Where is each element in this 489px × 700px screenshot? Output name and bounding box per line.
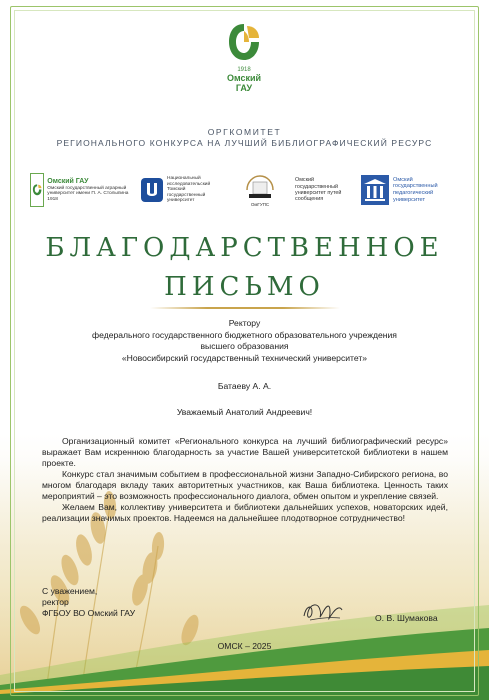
- greeting: Уважаемый Анатолий Андреевич!: [176, 407, 313, 417]
- letter-title-line1: БЛАГОДАРСТВЕННОЕ: [45, 233, 444, 263]
- org-committee-line1: ОРГКОМИТЕТ: [207, 127, 282, 137]
- tomsk-u-icon: [140, 175, 164, 205]
- sign-line1: С уважением,: [42, 586, 98, 596]
- org-committee-line2: РЕГИОНАЛЬНОГО КОНКУРСА НА ЛУЧШИЙ БИБЛИОГРАФИЧЕСКИЙ РЕСУРС: [56, 138, 433, 148]
- partner-omgups-emblem: [230, 168, 290, 212]
- addressee-name: Батаеву А. А.: [217, 381, 272, 391]
- addressee-block: [40, 318, 449, 364]
- partner-3-sub: ОмГУПС: [250, 202, 270, 208]
- sign-line3: ФГБОУ ВО Омский ГАУ: [42, 608, 136, 618]
- partner-2-sub: Национальный исследовательский Томский государственный университет: [167, 176, 211, 204]
- omgups-laurel-icon: [231, 172, 289, 202]
- partner-5-sub: Омский государственный педагогический университет: [393, 176, 438, 203]
- addressee-line3: высшего образования: [200, 341, 289, 351]
- sign-line2: ректор: [42, 597, 69, 607]
- letter-title-line2: ПИСЬМО: [164, 272, 325, 302]
- omsk-gau-logo: [218, 20, 270, 100]
- partner-omsk-gau: [30, 168, 130, 212]
- letter-body: [42, 436, 448, 524]
- partner-omsk-pedagogical: [360, 168, 460, 212]
- signer-name: О. В. Шумакова: [375, 613, 438, 623]
- logo-name-line2: ГАУ: [235, 83, 253, 93]
- handwritten-signature: [300, 598, 346, 626]
- partner-logos: [30, 168, 460, 212]
- omsk-gau-small-icon: [30, 173, 44, 207]
- signature-block: [42, 586, 135, 619]
- partner-1-title: Омский ГАУ: [47, 177, 89, 185]
- pedagogical-university-icon: [360, 174, 390, 206]
- partner-tomsk-university: [140, 168, 220, 212]
- partner-omgups: [295, 168, 363, 212]
- partner-1-year: 1918: [47, 196, 58, 202]
- addressee-line1: Ректору: [228, 318, 261, 328]
- body-paragraph-2: Конкурс стал значимым событием в профессиональной жизни Западно-Сибирского региона, во многом благодаря вкладу таких авторитетных участников, как Ваша библиотека. Ценность таких мероприятий – это возможность профессионального диалога, обмен опытом и укрепление связей.: [42, 469, 448, 501]
- body-paragraph-3: Желаем Вам, коллективу университета и библиотеки дальнейших успехов, новаторских идей, реализации значимых проектов. Надеемся на дальнейшее плодотворное сотрудничество!: [42, 502, 448, 523]
- addressee-line4: «Новосибирский государственный технический университет»: [121, 352, 368, 363]
- title-divider: [150, 307, 340, 309]
- partner-4-sub: Омский государственный университет путей сообщения: [295, 177, 342, 203]
- addressee-line2: федерального государственного бюджетного образовательного учреждения: [92, 329, 397, 340]
- omsk-gau-emblem-icon: [225, 20, 263, 64]
- city-year: ОМСК – 2025: [217, 641, 272, 651]
- body-paragraph-1: Организационный комитет «Регионального конкурса на лучший библиографический ресурс» выражает Вам искреннюю благодарность за участие Вашей университетской библиотеки в нашем проекте.: [42, 436, 448, 468]
- partner-1-sub: Омский государственный аграрный университет имени П. А. Столыпина: [47, 185, 129, 197]
- logo-name-line1: Омский: [226, 73, 262, 83]
- logo-year: 1918: [237, 67, 251, 73]
- org-committee-heading: [0, 127, 489, 149]
